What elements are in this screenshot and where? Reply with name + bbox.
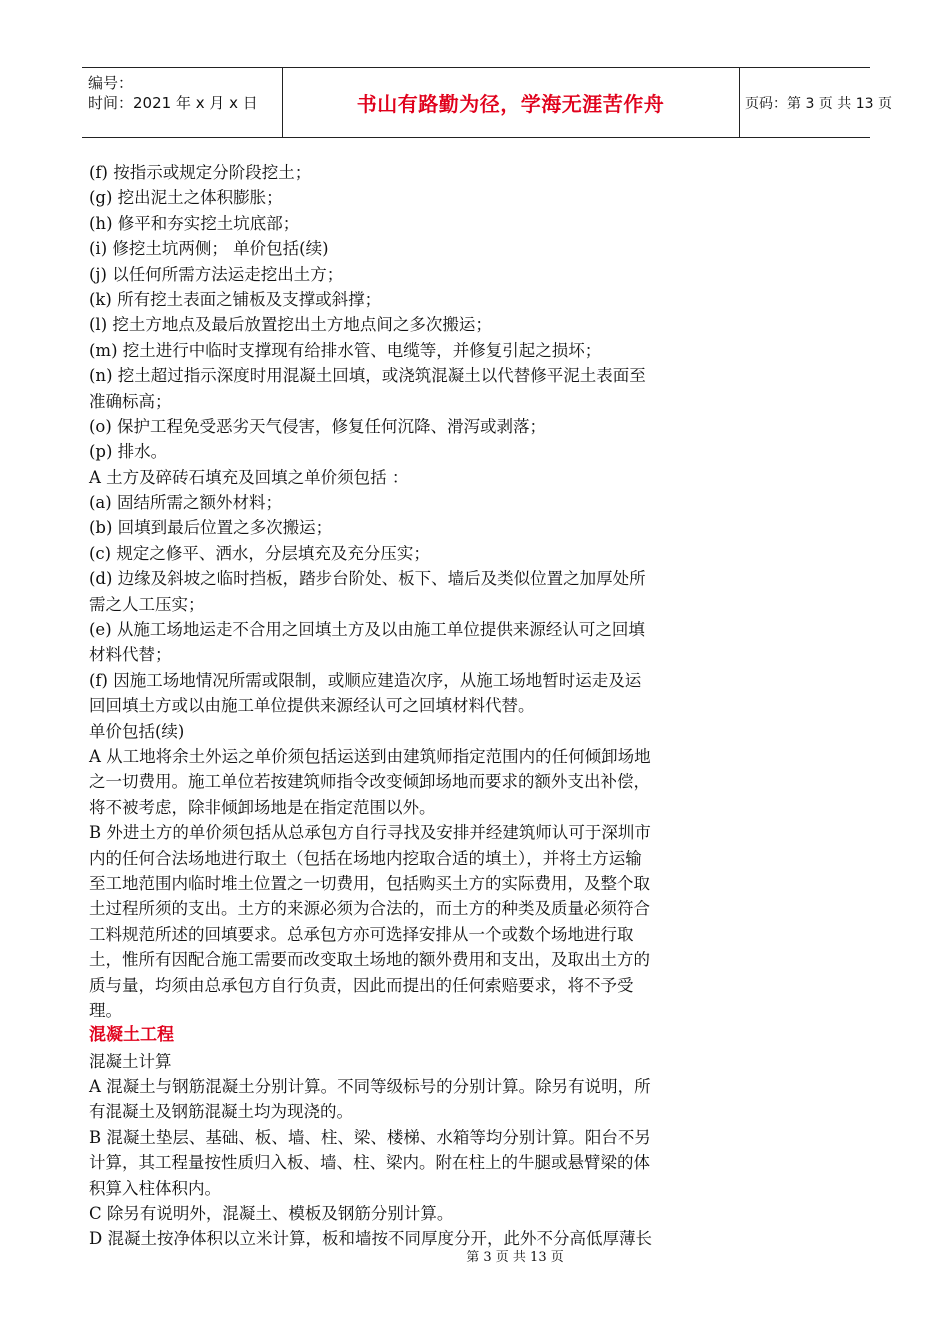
section-heading: 混凝土工程: [89, 1025, 174, 1046]
body-line: (f) 按指示或规定分阶段挖土；: [89, 163, 312, 182]
body-line: (i) 修挖土坑两侧； 单价包括(续): [89, 239, 329, 259]
body-line: 准确标高；: [89, 391, 172, 411]
body-line: 单价包括(续): [89, 721, 185, 741]
subsection-title: 混凝土计算: [89, 1051, 172, 1071]
body-line: 土，惟所有因配合施工需要而改变取土场地的额外费用和支出，及取出土方的: [89, 950, 650, 970]
body-line: 至工地范围内临时堆土位置之一切费用，包括购买土方的实际费用，及整个取: [89, 873, 650, 893]
body-line: 土过程所须的支出。土方的来源必须为合法的，而土方的种类及质量必须符合: [89, 899, 650, 919]
body-line: (o) 保护工程免受恶劣天气侵害，修复任何沉降、滑泻或剥落；: [89, 416, 547, 436]
body-line: (m) 挖土进行中临时支撑现有给排水管、电缆等，并修复引起之损坏；: [89, 340, 602, 360]
header-meta-cell: [82, 68, 283, 137]
body-line: (l) 挖土方地点及最后放置挖出土方地点间之多次搬运；: [89, 315, 492, 335]
body-line: (b) 回填到最后位置之多次搬运；: [89, 518, 333, 538]
body-line: A 从工地将余土外运之单价须包括运送到由建筑师指定范围内的任何倾卸场地: [89, 746, 651, 766]
body-line: (c) 规定之修平、洒水，分层填充及充分压实；: [89, 543, 430, 563]
body-line: (f) 因施工场地情况所需或限制，或顺应建造次序，从施工场地暂时运走及运: [89, 670, 642, 690]
body-line: 将不被考虑，除非倾卸场地是在指定范围以外。: [89, 797, 436, 817]
body-line: D 混凝土按净体积以立米计算，板和墙按不同厚度分开，此外不分高低厚薄长: [89, 1229, 652, 1249]
document-number-label: 编号：: [88, 74, 134, 92]
body-line: B 混凝土垫层、基础、板、墙、柱、梁、楼梯、水箱等均分别计算。阳台不另: [89, 1127, 651, 1147]
body-line: (k) 所有挖土表面之铺板及支撑或斜撑；: [89, 289, 382, 309]
body-line: 质与量，均须由总承包方自行负责，因此而提出的任何索赔要求，将不予受: [89, 975, 634, 995]
page-footer: [0, 1246, 950, 1265]
body-line: 工料规范所述的回填要求。总承包方亦可选择安排从一个或数个场地进行取: [89, 924, 634, 944]
body-line: (e) 从施工场地运走不合用之回填土方及以由施工单位提供来源经认可之回填: [89, 620, 645, 640]
body-line: (d) 边缘及斜坡之临时挡板，踏步台阶处、板下、墙后及类似位置之加厚处所: [89, 569, 646, 589]
body-line: A 混凝土与钢筋混凝土分别计算。不同等级标号的分别计算。除另有说明，所: [89, 1077, 651, 1097]
body-line: 材料代替；: [89, 645, 172, 665]
body-line: 需之人工压实；: [89, 594, 205, 614]
header-motto: 书山有路勤为径，学海无涯苦作舟: [356, 92, 665, 116]
header-page-number: 页码：第 3 页 共 13 页: [745, 95, 892, 112]
page-header: [82, 67, 892, 138]
document-body: [89, 160, 759, 1252]
body-line: 回回填土方或以由施工单位提供来源经认可之回填材料代替。: [89, 696, 535, 716]
header-motto-cell: [282, 68, 740, 137]
body-line: (g) 挖出泥土之体积膨胀；: [89, 188, 283, 208]
body-line: 计算，其工程量按性质归入板、墙、柱、梁内。附在柱上的牛腿或悬臂梁的体: [89, 1153, 650, 1173]
body-line: (a) 固结所需之额外材料；: [89, 493, 282, 513]
body-line: 之一切费用。施工单位若按建筑师指令改变倾卸场地而要求的额外支出补偿，: [89, 772, 650, 792]
document-date-label: 时间：2021 年 x 月 x 日: [88, 94, 258, 112]
body-line: (j) 以任何所需方法运走挖出土方；: [89, 264, 344, 284]
body-line: C 除另有说明外，混凝土、模板及钢筋分别计算。: [89, 1204, 454, 1224]
body-line: (n) 挖土超过指示深度时用混凝土回填，或浇筑混凝土以代替修平泥土表面至: [89, 366, 646, 386]
body-line: B 外进土方的单价须包括从总承包方自行寻找及安排并经建筑师认可于深圳市: [89, 823, 651, 843]
body-line: (p) 排水。: [89, 442, 168, 462]
body-line: (h) 修平和夯实挖土坑底部；: [89, 213, 300, 233]
body-line: 理。: [89, 1000, 122, 1020]
body-line: 积算入柱体积内。: [89, 1178, 221, 1198]
body-line: 内的任何合法场地进行取土（包括在场地内挖取合适的填土），并将土方运输: [89, 848, 642, 868]
body-line: 有混凝土及钢筋混凝土均为现浇的。: [89, 1102, 353, 1122]
header-page-cell: [739, 68, 892, 137]
footer-page-number: 第 3 页 共 13 页: [466, 1250, 564, 1265]
body-line: A 土方及碎砖石填充及回填之单价须包括 ：: [89, 467, 409, 487]
